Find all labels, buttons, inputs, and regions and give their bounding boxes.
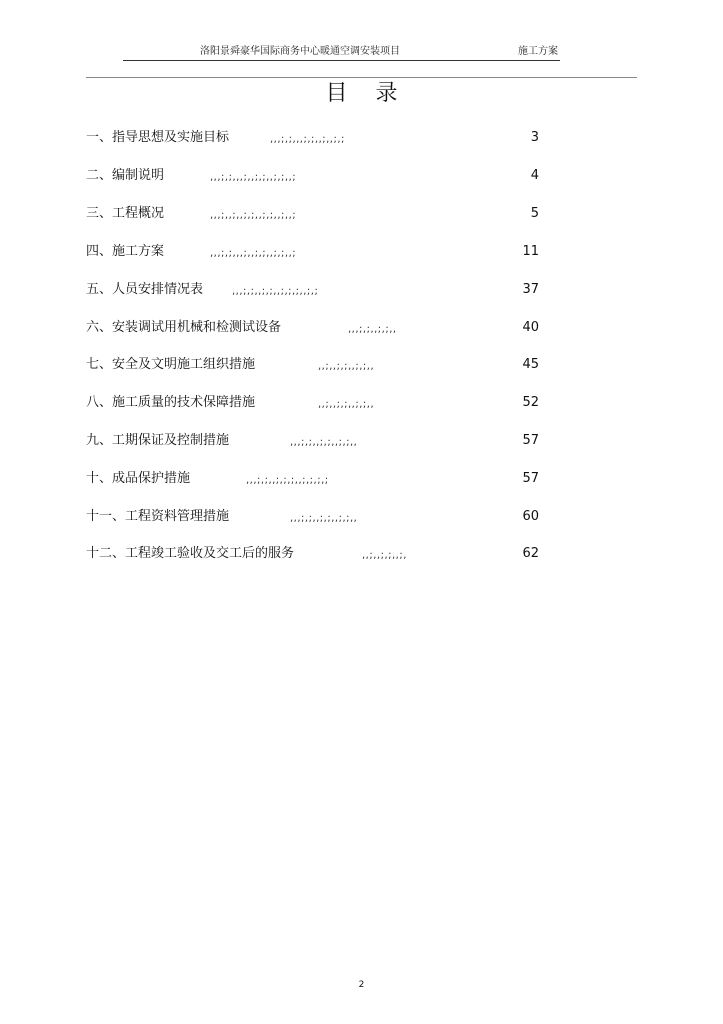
toc-entry-page: 60 [522,509,539,524]
toc-entry-label: 十二、工程竣工验收及交工后的服务 [86,546,295,561]
page-number: 2 [358,980,365,990]
toc-entry-label: 一、指导思想及实施目标 [86,130,230,145]
toc-entry-page: 52 [522,395,539,410]
toc-entry[interactable] [0,507,723,527]
toc-entry[interactable] [0,355,723,375]
toc-entry-label: 五、人员安排情况表 [86,282,204,297]
toc-entry-page: 57 [522,471,539,486]
toc-entry[interactable] [0,469,723,489]
toc-entry-leader: ,,,;,;,,,;,,;,;,,;,;,,; [210,248,297,259]
toc-entry[interactable] [0,431,723,451]
toc-entry-label: 十一、工程资料管理措施 [86,509,230,524]
header-doc-type: 施工方案 [518,46,558,57]
toc-entry[interactable] [0,318,723,338]
toc-entry-page: 62 [522,546,539,561]
toc-entry-label: 六、安装调试用机械和检测试设备 [86,320,282,335]
toc-entry-page: 40 [522,320,539,335]
toc-entry-leader: ,,,;,;,,,;,;,,;,,;,; [270,134,345,145]
toc-entry-label: 二、编制说明 [86,168,165,183]
toc-entry-leader: ,,,;,;,,;,;,, [348,324,397,335]
toc-entry[interactable] [0,166,723,186]
toc-entry-leader: ,,,;,;,,,;,,;,;,,;,;,,; [210,172,297,183]
toc-entry-page: 3 [530,130,539,145]
toc-entry[interactable] [0,544,723,564]
toc-entry-leader: ,,;,,;,;,,;,;,, [318,399,375,410]
toc-entry-leader: ,,,;,,;,,;,;,,;,;,,;,,; [210,210,297,221]
toc-entry-label: 十、成品保护措施 [86,471,191,486]
toc-entry-leader: ,,;,,;,;,,;,;,, [318,361,375,372]
toc-entry-page: 57 [522,433,539,448]
toc-entry-label: 四、施工方案 [86,244,165,259]
toc-entry[interactable] [0,393,723,413]
toc-entry-leader: ,,,;,;,,;,;,;,,;,;,;,; [246,475,329,486]
toc-entry-page: 37 [522,282,539,297]
toc-entry-leader: ,,,;,;,,;,;,,;,;,, [290,513,358,524]
toc-entry-label: 九、工期保证及控制措施 [86,433,230,448]
toc-entry-leader: ,,,;,;,,;,;,,;,;,;,,;,; [232,286,319,297]
toc-entry-leader: ,,;,,;,;,,;, [362,550,407,561]
toc-entry-label: 七、安全及文明施工组织措施 [86,357,256,372]
header-divider [123,60,560,61]
toc-entry-page: 5 [530,206,539,221]
section-divider [86,77,637,78]
toc-entry[interactable] [0,204,723,224]
toc-entry-page: 11 [522,244,539,259]
toc-entry-label: 三、工程概况 [86,206,165,221]
toc-entry-page: 45 [522,357,539,372]
header-project-title: 洛阳景舜豪华国际商务中心暖通空调安装项目 [200,46,400,57]
toc-entry-page: 4 [530,168,539,183]
toc-entry[interactable] [0,280,723,300]
toc-entry[interactable] [0,242,723,262]
toc-entry[interactable] [0,128,723,148]
toc-title: 目录 [325,81,426,106]
toc-entry-label: 八、施工质量的技术保障措施 [86,395,256,410]
toc-entry-leader: ,,,;,;,,;,;,,;,;,, [290,437,358,448]
